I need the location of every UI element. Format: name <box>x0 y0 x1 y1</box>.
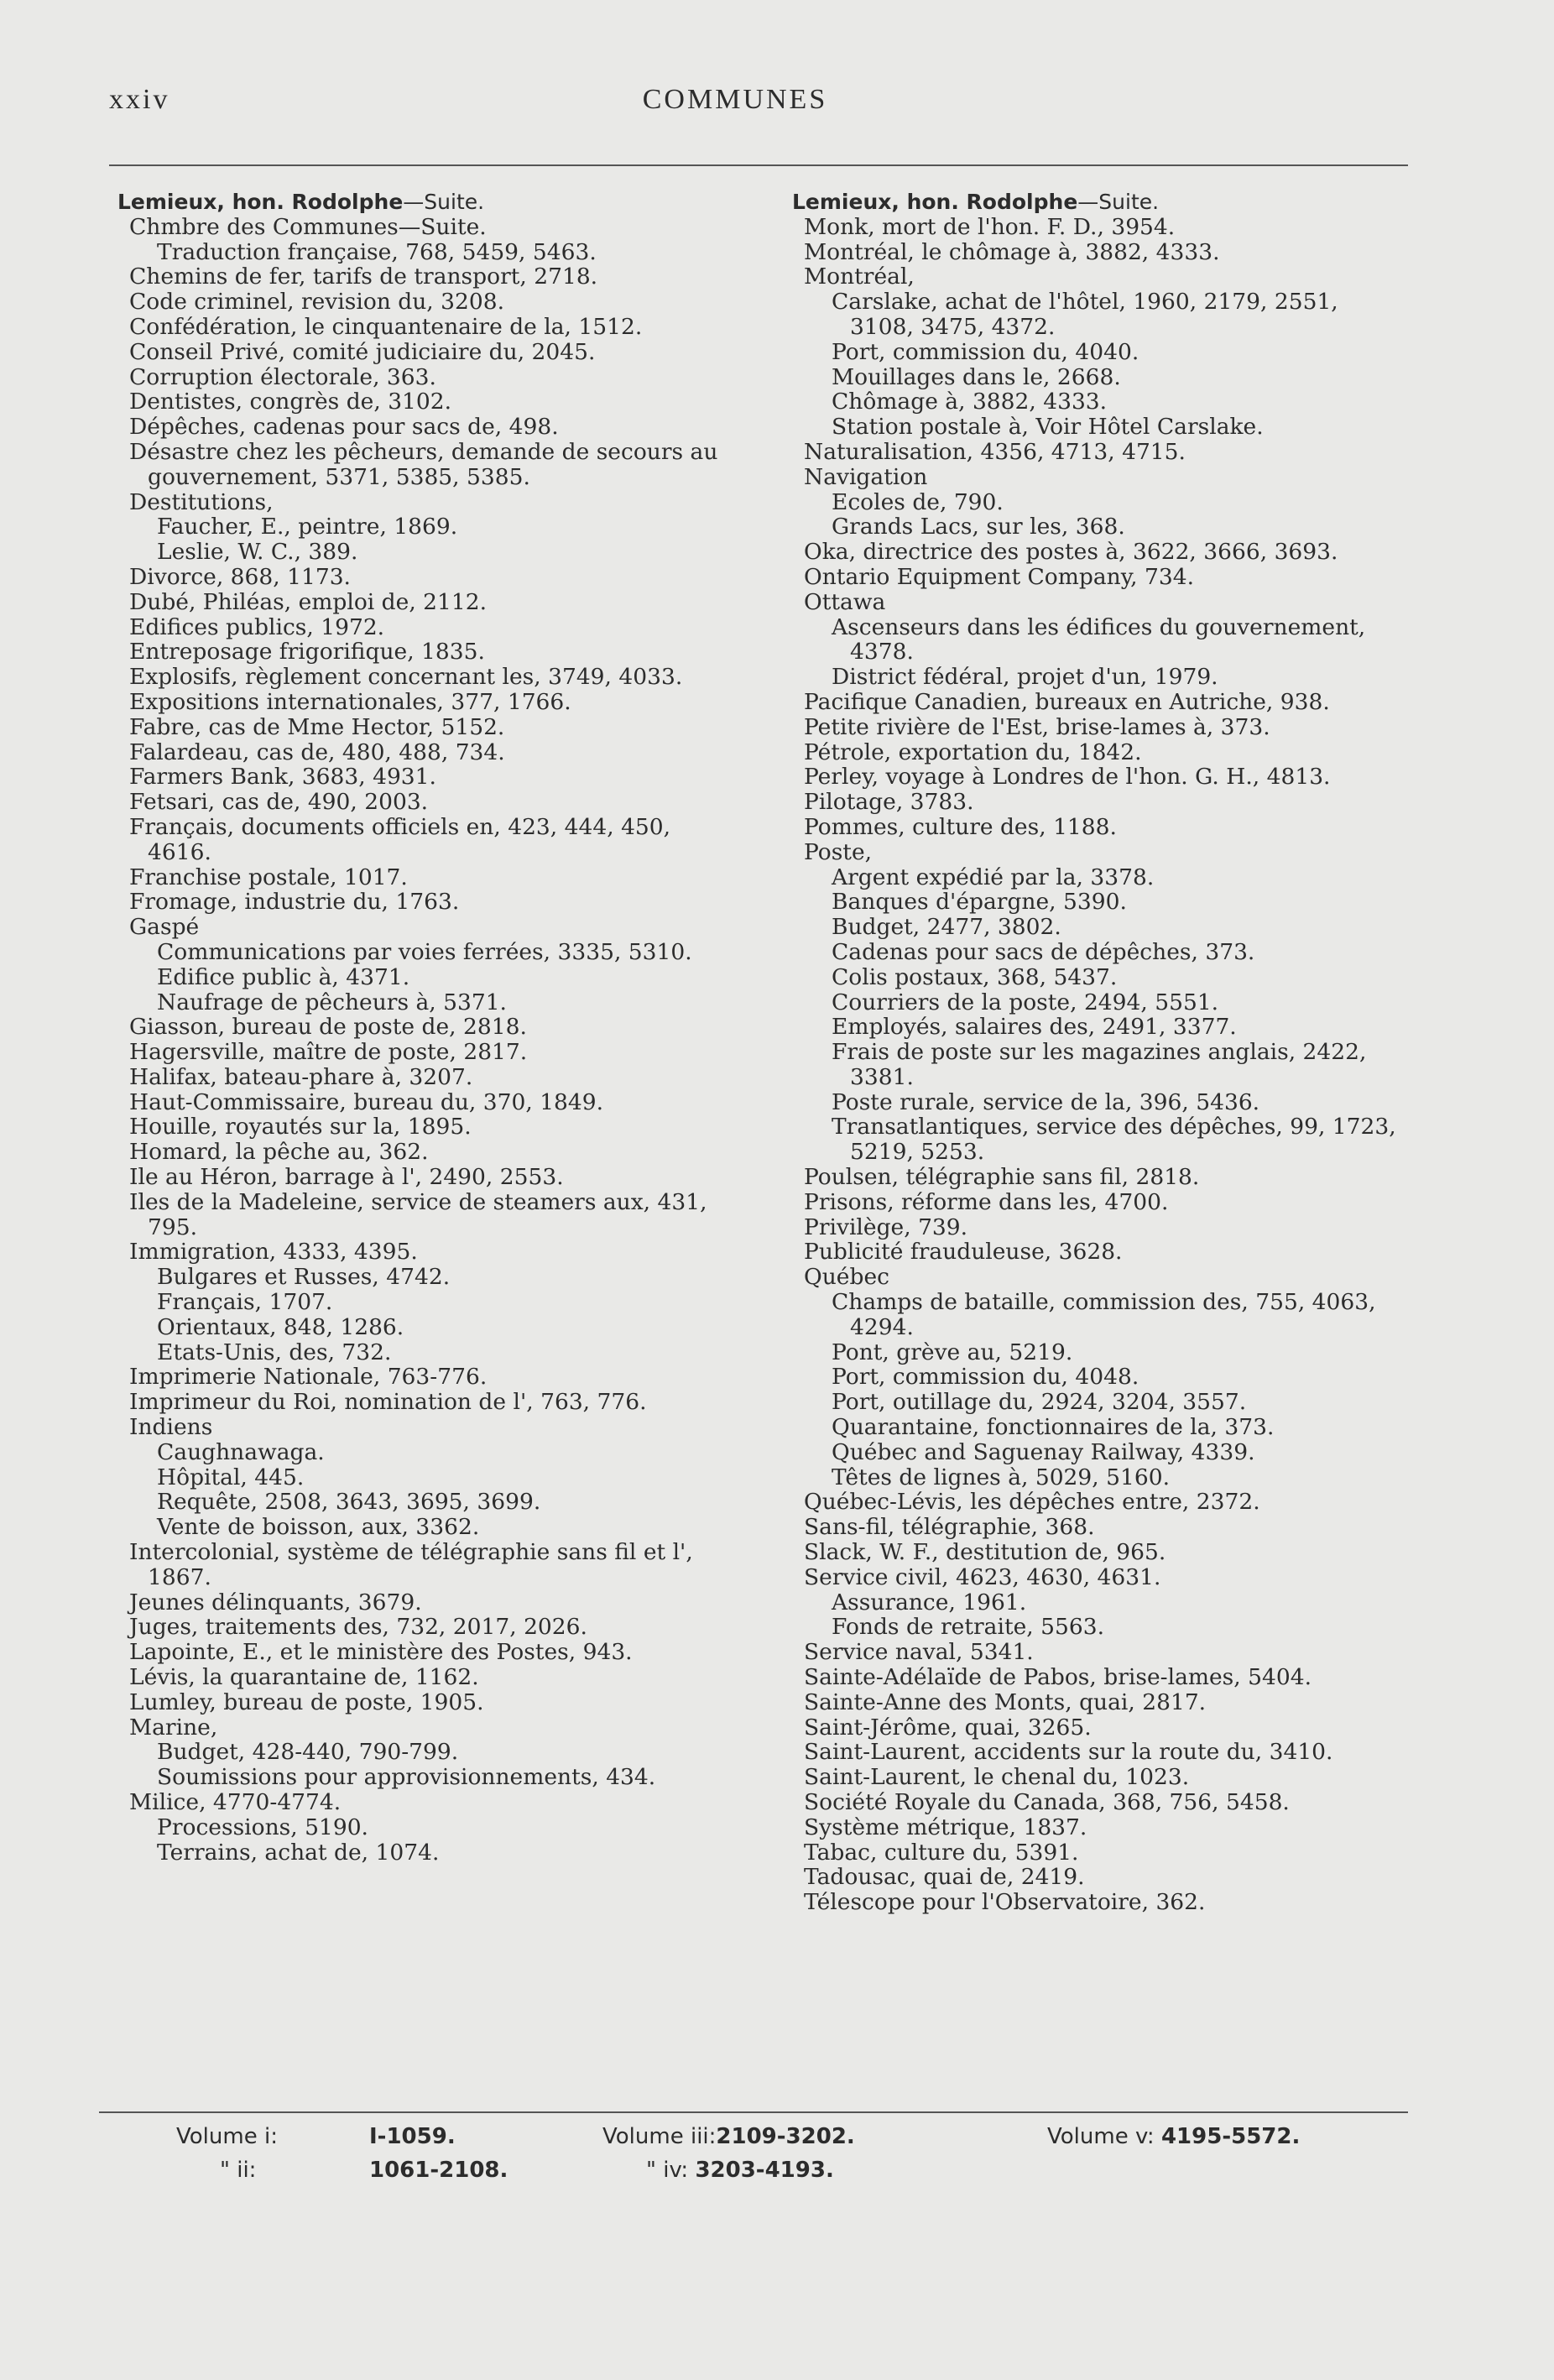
index-subentry: Têtes de lignes à, 5029, 5160. <box>832 1464 1170 1490</box>
index-entry: Farmers Bank, 3683, 4931. <box>129 764 436 791</box>
index-subentry: Caughnawaga. <box>157 1438 325 1465</box>
index-subentry: Ascenseurs dans les édifices du gouvernement, 4378. <box>832 613 1366 665</box>
index-entry: Fromage, industrie du, 1763. <box>129 889 460 916</box>
index-entry: Service civil, 4623, 4630, 4631. <box>804 1563 1161 1590</box>
volume-label: Volume iii: <box>602 2124 717 2149</box>
index-subentry: Edifice public à, 4371. <box>157 963 410 990</box>
index-subentry: Port, commission du, 4048. <box>832 1364 1139 1391</box>
index-entry: Conseil Privé, comité judiciaire du, 2045. <box>129 338 596 365</box>
index-entry: Halifax, bateau-phare à, 3207. <box>129 1063 473 1090</box>
index-entry: Chemins de fer, tarifs de transport, 2718. <box>129 264 598 290</box>
index-entry: Entreposage frigorifique, 1835. <box>129 639 485 665</box>
index-subentry: Employés, salaires des, 2491, 3377. <box>832 1014 1237 1041</box>
index-subentry: Hôpital, 445. <box>157 1464 305 1490</box>
index-entry: Milice, 4770-4774. <box>129 1789 342 1815</box>
index-entry: Chmbre des Communes—Suite. <box>129 213 487 240</box>
index-entry: Fetsari, cas de, 490, 2003. <box>129 789 429 816</box>
index-subentry: Cadenas pour sacs de dépêches, 373. <box>832 938 1255 965</box>
index-entry: Giasson, bureau de poste de, 2818. <box>129 1014 527 1041</box>
index-subentry: Quarantaine, fonctionnaires de la, 373. <box>832 1414 1275 1441</box>
volume-range: 2109-3202. <box>716 2124 855 2149</box>
index-subentry: Traduction française, 768, 5459, 5463. <box>157 238 597 265</box>
index-entry: Navigation <box>804 463 928 490</box>
index-entry: Tabac, culture du, 5391. <box>804 1839 1079 1866</box>
index-subentry: Etats-Unis, des, 732. <box>157 1339 392 1365</box>
index-entry: Monk, mort de l'hon. F. D., 3954. <box>804 213 1176 240</box>
index-subentry: District fédéral, projet d'un, 1979. <box>832 664 1218 691</box>
index-entry: Québec <box>804 1264 889 1291</box>
index-entry: Divorce, 868, 1173. <box>129 563 351 590</box>
volume-label: " ii: <box>220 2158 257 2183</box>
index-entry: Désastre chez les pêcheurs, demande de secours au gouvernement, 5371, 5385, 5385. <box>129 438 718 490</box>
index-entry: Iles de la Madeleine, service de steamers aux, 431, 795. <box>129 1188 707 1240</box>
index-entry: Immigration, 4333, 4395. <box>129 1239 418 1266</box>
index-entry: Slack, W. F., destitution de, 965. <box>804 1539 1166 1566</box>
volume-label: Volume i: <box>176 2124 278 2149</box>
index-subentry: Québec and Saguenay Railway, 4339. <box>832 1438 1255 1465</box>
index-entry: Sans-fil, télégraphie, 368. <box>804 1514 1095 1541</box>
index-heading-suite: —Suite. <box>1077 190 1160 214</box>
index-subentry: Transatlantiques, service des dépêches, 99, 1723, 5219, 5253. <box>832 1114 1396 1166</box>
index-heading-name: Lemieux, hon. Rodolphe <box>792 190 1078 214</box>
index-entry: Poulsen, télégraphie sans fil, 2818. <box>804 1164 1200 1191</box>
index-entry: Dubé, Philéas, emploi de, 2112. <box>129 588 488 615</box>
index-subentry: Pont, grève au, 5219. <box>832 1339 1073 1365</box>
index-subentry: Assurance, 1961. <box>832 1589 1027 1615</box>
index-entry: Saint-Jérôme, quai, 3265. <box>804 1714 1092 1741</box>
index-subentry: Carslake, achat de l'hôtel, 1960, 2179, 2551, 3108, 3475, 4372. <box>832 289 1338 340</box>
volume-key-row <box>602 2120 855 2153</box>
index-subentry: Bulgares et Russes, 4742. <box>157 1264 451 1291</box>
volume-key-row <box>1047 2120 1300 2153</box>
index-subentry: Naufrage de pêcheurs à, 5371. <box>157 989 507 1015</box>
index-entry: Privilège, 739. <box>804 1213 968 1240</box>
index-entry: Lévis, la quarantaine de, 1162. <box>129 1664 479 1691</box>
index-subentry: Faucher, E., peintre, 1869. <box>157 514 458 540</box>
index-entry: Saint-Laurent, le chenal du, 1023. <box>804 1764 1190 1791</box>
index-entry: Service naval, 5341. <box>804 1639 1034 1666</box>
index-subentry: Grands Lacs, sur les, 368. <box>832 514 1125 540</box>
index-entry: Expositions internationales, 377, 1766. <box>129 688 571 715</box>
index-subentry: Argent expédié par la, 3378. <box>832 864 1155 890</box>
index-entry: Homard, la pêche au, 362. <box>129 1139 429 1166</box>
index-entry: Juges, traitements des, 732, 2017, 2026. <box>129 1614 587 1641</box>
index-entry: Imprimerie Nationale, 763-776. <box>129 1364 488 1391</box>
index-entry: Destitutions, <box>129 488 274 515</box>
index-entry: Système métrique, 1837. <box>804 1814 1087 1840</box>
index-entry: Dentistes, congrès de, 3102. <box>129 389 452 415</box>
index-entry: Lapointe, E., et le ministère des Postes, 943. <box>129 1639 633 1666</box>
index-entry: Saint-Laurent, accidents sur la route du, 3410. <box>804 1739 1333 1766</box>
index-subentry: Processions, 5190. <box>157 1814 368 1840</box>
index-subentry: Orientaux, 848, 1286. <box>157 1313 404 1340</box>
index-entry: Français, documents officiels en, 423, 444, 450, 4616. <box>129 813 671 865</box>
index-entry: Publicité frauduleuse, 3628. <box>804 1239 1123 1266</box>
index-entry: Québec-Lévis, les dépêches entre, 2372. <box>804 1489 1260 1516</box>
volume-key <box>0 2120 1554 2221</box>
volume-range: 4195-5572. <box>1160 2124 1301 2149</box>
index-subentry: Chômage à, 3882, 4333. <box>832 389 1108 415</box>
index-subentry: Fonds de retraite, 5563. <box>832 1614 1105 1641</box>
index-entry: Sainte-Adélaïde de Pabos, brise-lames, 5404. <box>804 1664 1312 1691</box>
page-number: xxiv <box>109 84 170 115</box>
index-subentry: Station postale à, Voir Hôtel Carslake. <box>832 414 1264 441</box>
index-entry: Dépêches, cadenas pour sacs de, 498. <box>129 414 559 441</box>
volume-label: Volume v: <box>1047 2124 1155 2149</box>
volume-label: " iv: <box>646 2158 689 2183</box>
index-entry: Pommes, culture des, 1188. <box>804 813 1117 840</box>
index-entry: Ottawa <box>804 588 886 615</box>
index-entry: Télescope pour l'Observatoire, 362. <box>804 1889 1206 1916</box>
index-entry: Lumley, bureau de poste, 1905. <box>129 1688 484 1715</box>
footer-rule <box>99 2111 1408 2113</box>
right-index-column <box>792 190 1405 1915</box>
index-entry: Code criminel, revision du, 3208. <box>129 289 505 316</box>
index-heading-name: Lemieux, hon. Rodolphe <box>117 190 404 214</box>
index-entry: Pilotage, 3783. <box>804 789 974 816</box>
index-entry: Explosifs, règlement concernant les, 3749, 4033. <box>129 664 683 691</box>
index-entry: Jeunes délinquants, 3679. <box>129 1589 422 1615</box>
volume-key-col-1 <box>176 2120 508 2187</box>
index-entry: Corruption électorale, 363. <box>129 363 436 390</box>
volume-key-col-3 <box>1047 2120 1300 2153</box>
index-entry: Ontario Equipment Company, 734. <box>804 563 1195 590</box>
index-subentry: Champs de bataille, commission des, 755, 4063, 4294. <box>832 1289 1376 1340</box>
index-entry: Gaspé <box>129 914 200 941</box>
index-entry: Haut-Commissaire, bureau du, 370, 1849. <box>129 1088 604 1115</box>
index-entry: Pacifique Canadien, bureaux en Autriche, 938. <box>804 688 1330 715</box>
index-entry: Naturalisation, 4356, 4713, 4715. <box>804 438 1186 465</box>
index-entry: Falardeau, cas de, 480, 488, 734. <box>129 739 505 765</box>
index-subentry: Leslie, W. C., 389. <box>157 539 358 566</box>
index-entry: Pétrole, exportation du, 1842. <box>804 739 1142 765</box>
index-subentry: Communications par voies ferrées, 3335, 5310. <box>157 938 692 965</box>
index-subentry: Français, 1707. <box>157 1289 333 1316</box>
index-entry: Société Royale du Canada, 368, 756, 5458. <box>804 1789 1290 1815</box>
index-subentry: Poste rurale, service de la, 396, 5436. <box>832 1088 1260 1115</box>
index-entry: Montréal, le chômage à, 3882, 4333. <box>804 238 1220 265</box>
volume-key-row <box>602 2153 855 2187</box>
volume-range: 1061-2108. <box>369 2158 508 2183</box>
index-subentry: Budget, 2477, 3802. <box>832 914 1061 941</box>
index-entry: Intercolonial, système de télégraphie sans fil et l', 1867. <box>129 1539 693 1590</box>
index-entry: Sainte-Anne des Monts, quai, 2817. <box>804 1688 1207 1715</box>
index-subentry: Soumissions pour approvisionnements, 434. <box>157 1764 656 1791</box>
index-subentry: Banques d'épargne, 5390. <box>832 889 1127 916</box>
volume-range: I-1059. <box>369 2124 456 2149</box>
index-entry: Houille, royautés sur la, 1895. <box>129 1114 472 1140</box>
index-entry: Imprimeur du Roi, nomination de l', 763, 776. <box>129 1389 647 1416</box>
index-subentry: Colis postaux, 368, 5437. <box>832 963 1118 990</box>
volume-key-col-2 <box>602 2120 855 2187</box>
index-subentry: Port, commission du, 4040. <box>832 338 1139 365</box>
index-entry: Prisons, réforme dans les, 4700. <box>804 1188 1169 1215</box>
volume-range: 3203-4193. <box>695 2158 834 2183</box>
index-entry: Montréal, <box>804 264 915 290</box>
index-entry: Oka, directrice des postes à, 3622, 3666, 3693. <box>804 539 1338 566</box>
index-subentry: Budget, 428-440, 790-799. <box>157 1739 459 1766</box>
index-subentry: Mouillages dans le, 2668. <box>832 363 1121 390</box>
index-entry: Indiens <box>129 1414 213 1441</box>
index-subentry: Ecoles de, 790. <box>832 488 1004 515</box>
index-entry: Marine, <box>129 1714 218 1741</box>
volume-key-row <box>176 2153 508 2187</box>
index-entry: Fabre, cas de Mme Hector, 5152. <box>129 713 505 740</box>
index-subentry: Vente de boisson, aux, 3362. <box>157 1514 480 1541</box>
index-subentry: Courriers de la poste, 2494, 5551. <box>832 989 1219 1015</box>
index-entry: Confédération, le cinquantenaire de la, 1512. <box>129 313 643 340</box>
left-index-column <box>117 190 730 1865</box>
header-rule <box>109 164 1408 166</box>
index-heading-suite: —Suite. <box>403 190 485 214</box>
index-entry: Petite rivière de l'Est, brise-lames à, 373. <box>804 713 1270 740</box>
index-entry: Franchise postale, 1017. <box>129 864 408 890</box>
index-entry: Ile au Héron, barrage à l', 2490, 2553. <box>129 1164 564 1191</box>
index-entry: Tadousac, quai de, 2419. <box>804 1864 1085 1891</box>
running-title: COMMUNES <box>642 84 828 115</box>
index-entry: Edifices publics, 1972. <box>129 613 385 640</box>
index-subentry: Requête, 2508, 3643, 3695, 3699. <box>157 1489 541 1516</box>
index-heading <box>117 190 730 215</box>
index-entry: Hagersville, maître de poste, 2817. <box>129 1039 528 1066</box>
index-subentry: Port, outillage du, 2924, 3204, 3557. <box>832 1389 1247 1416</box>
index-subentry: Terrains, achat de, 1074. <box>157 1839 440 1866</box>
volume-key-row <box>176 2120 508 2153</box>
index-entry: Perley, voyage à Londres de l'hon. G. H., 4813. <box>804 764 1331 791</box>
index-entry: Poste, <box>804 838 873 865</box>
index-subentry: Frais de poste sur les magazines anglais, 2422, 3381. <box>832 1039 1367 1090</box>
index-heading <box>792 190 1405 215</box>
